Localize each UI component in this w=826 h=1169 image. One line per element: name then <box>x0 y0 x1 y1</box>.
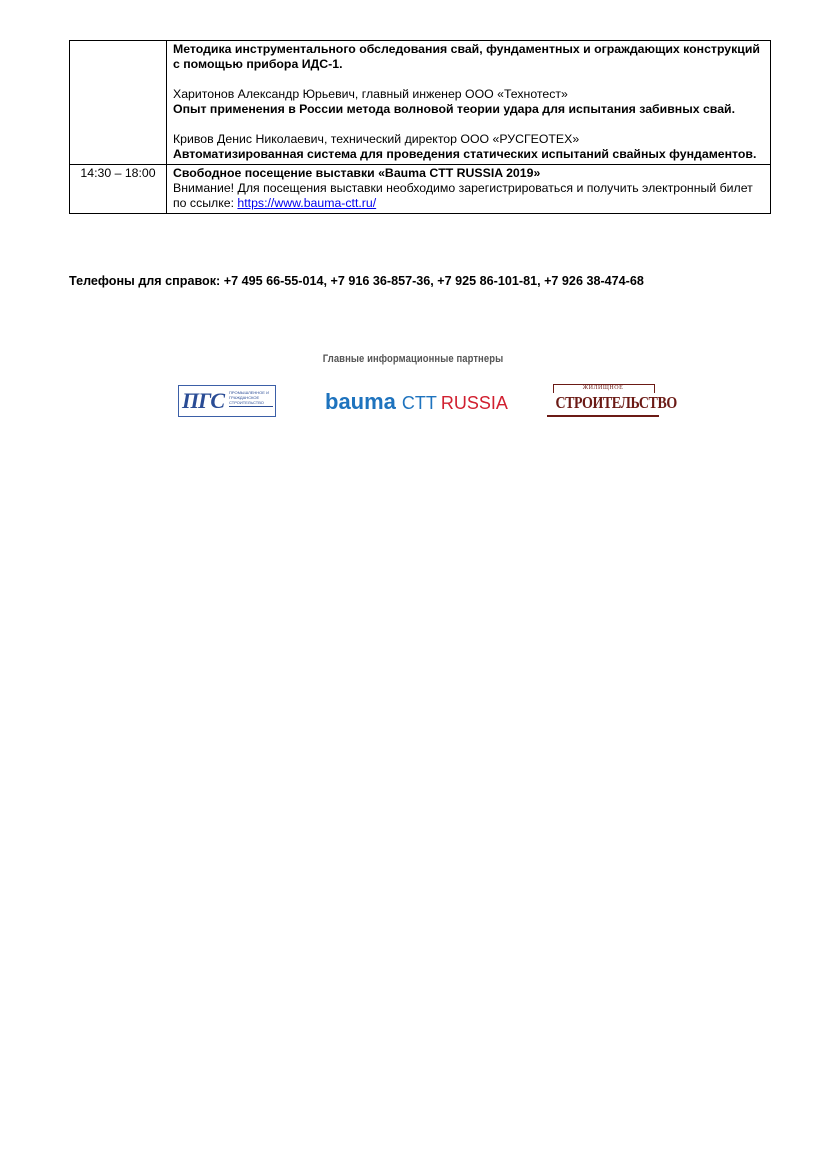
schedule-description <box>167 41 771 165</box>
bauma-logo-russia: RUSSIA <box>440 393 508 413</box>
schedule-speaker <box>173 181 764 211</box>
pgs-logo <box>178 385 276 417</box>
contact-phones: Телефоны для справок: +7 495 66-55-014, +7 916 36-857-36, +7 925 86-101-81, +7 926 38-474-68 <box>69 274 644 288</box>
partners-title: Главные информационные партнеры <box>322 353 504 365</box>
stroy-logo-base <box>547 415 659 417</box>
schedule-table <box>69 40 771 214</box>
pgs-logo-rule <box>229 406 273 414</box>
schedule-line-text: Свободное посещение выставки «Bauma CTT RUSSIA 2019» <box>173 166 541 180</box>
schedule-time: 14:30 – 18:00 <box>70 165 167 214</box>
schedule-topic <box>173 147 764 162</box>
line-gap <box>173 72 764 87</box>
schedule-row <box>70 165 771 214</box>
zhilishchnoe-stroitelstvo-logo <box>545 384 677 418</box>
schedule-line-text: Автоматизированная система для проведения статических испытаний свайных фундаментов. <box>173 147 757 161</box>
schedule-line-text: Методика инструментального обследования свай, фундаментных и ограждающих конструкций с помощью прибора ИДС-1. <box>173 42 760 71</box>
schedule-line-text: Харитонов Александр Юрьевич, главный инженер ООО «Технотест» <box>173 87 568 101</box>
schedule-time <box>70 41 167 165</box>
schedule-description <box>167 165 771 214</box>
bauma-ctt-russia-logo <box>325 389 508 415</box>
schedule-row <box>70 41 771 165</box>
bauma-logo-ctt: CTT <box>401 393 437 413</box>
schedule-speaker <box>173 132 764 147</box>
stroy-logo-big: СТРОИТЕЛЬСТВО <box>555 393 677 412</box>
schedule-topic <box>173 42 764 72</box>
schedule-topic <box>173 102 764 117</box>
registration-link[interactable]: https://www.bauma-ctt.ru/ <box>237 196 377 210</box>
schedule-speaker <box>173 87 764 102</box>
bauma-logo-word: bauma <box>325 389 396 414</box>
pgs-logo-mark: ПГС <box>182 388 225 413</box>
stroy-logo-small: ЖИЛИЩНОЕ <box>582 385 624 391</box>
pgs-logo-caption: ПРОМЫШЛЕННОЕ И ГРАЖДАНСКОЕ СТРОИТЕЛЬСТВО <box>229 390 269 405</box>
schedule-line-text: Внимание! Для посещения выставки необходимо зарегистрироваться и получить электронный билет по ссылке: <box>173 181 753 210</box>
schedule-topic <box>173 166 764 181</box>
schedule-line-text: Опыт применения в России метода волновой теории удара для испытания забивных свай. <box>173 102 736 116</box>
schedule-line-text: Кривов Денис Николаевич, технический директор ООО «РУСГЕОТЕХ» <box>173 132 580 146</box>
line-gap <box>173 117 764 132</box>
